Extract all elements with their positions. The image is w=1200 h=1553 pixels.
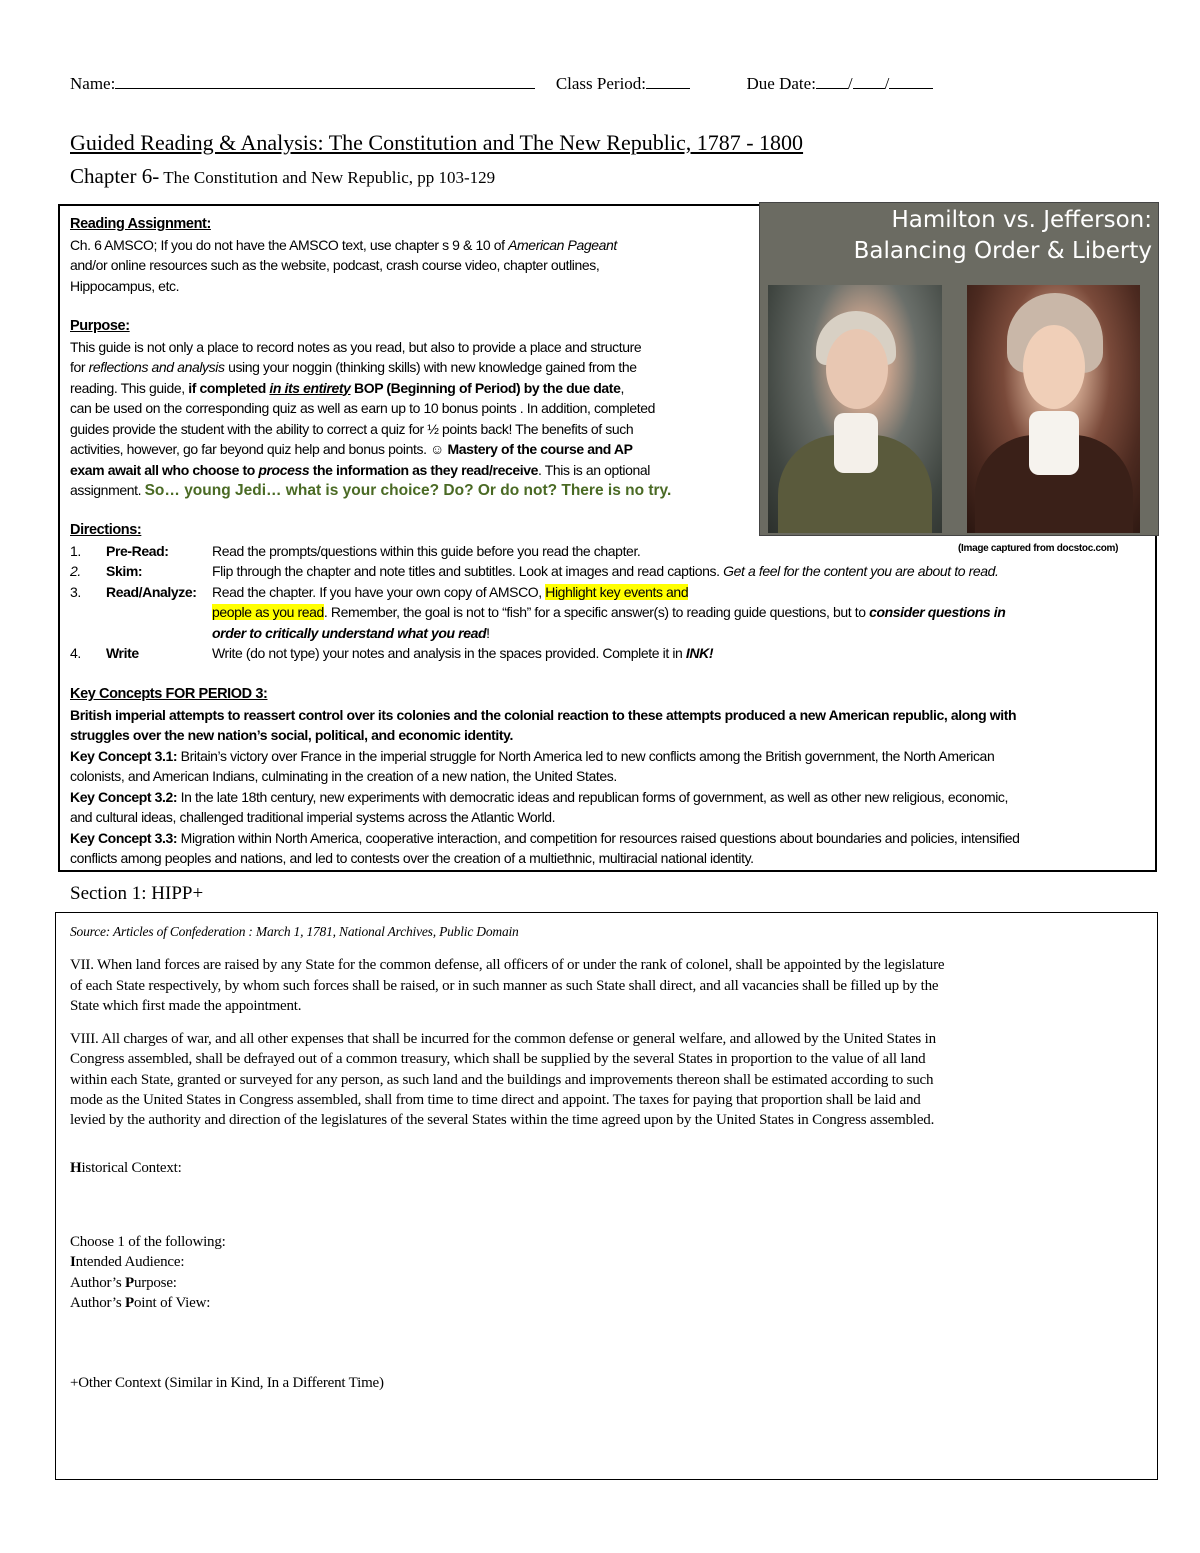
reading-assignment-heading: Reading Assignment: bbox=[70, 216, 211, 232]
image-caption: (Image captured from docstoc.com) bbox=[958, 543, 1119, 554]
date-separator: / bbox=[884, 74, 890, 93]
other-context-prompt: +Other Context (Similar in Kind, In a Different Time) bbox=[70, 1375, 384, 1392]
key-concepts-heading: Key Concepts FOR PERIOD 3: bbox=[70, 686, 268, 702]
due-day-blank[interactable] bbox=[853, 74, 885, 89]
section-1-title: Section 1: HIPP+ bbox=[70, 883, 204, 904]
article-viii-line: levied by the authority and direction of the legislatures of the several States within the time agreed upon by the United States in Congress assembled. bbox=[70, 1112, 935, 1129]
purpose-line: can be used on the corresponding quiz as well as earn up to 10 bonus points . In addition, completed bbox=[70, 400, 655, 416]
choose-prompt: Choose 1 of the following: bbox=[70, 1233, 226, 1250]
key-concepts-intro: British imperial attempts to reassert control over its colonies and the colonial reaction to these attempts produced a new American republic, along with bbox=[70, 706, 1017, 723]
reading-text: Hippocampus, etc. bbox=[70, 277, 180, 294]
page-title: Guided Reading & Analysis: The Constitution and The New Republic, 1787 - 1800 bbox=[70, 130, 804, 155]
purpose-line: assignment. So… young Jedi… what is your choice? Do? Or do not? There is no try. bbox=[70, 482, 672, 499]
directions-section bbox=[70, 520, 1150, 664]
key-concept-3-1: Key Concept 3.1: Britain’s victory over France in the imperial struggle for North America led to new conflicts among the British government, the North American bbox=[70, 747, 995, 764]
reading-assignment bbox=[70, 214, 750, 296]
article-viii-line: mode as the United States in Congress assembled, shall from time to time direct and appoint. The taxes for paying that proportion shall be laid and bbox=[70, 1092, 921, 1109]
hero-title bbox=[854, 205, 1152, 267]
source-citation: Source: Articles of Confederation : March 1, 1781, National Archives, Public Domain bbox=[70, 924, 519, 939]
name-label: Name: bbox=[70, 74, 116, 93]
jefferson-portrait bbox=[967, 285, 1140, 533]
hero-title-line2: Balancing Order & Liberty bbox=[853, 238, 1152, 264]
purpose-line: reading. This guide, if completed in its entirety BOP (Beginning of Period) by the due date, bbox=[70, 379, 624, 396]
authors-purpose-prompt: Author’s Purpose: bbox=[70, 1274, 177, 1291]
highlighted-text: people as you read bbox=[212, 604, 324, 620]
key-concept-3-3-cont: conflicts among peoples and nations, and led to contests over the creation of a multiethnic, multiracial national identity. bbox=[70, 850, 754, 866]
reading-text: Ch. 6 AMSCO; If you do not have the AMSCO text, use chapter s 9 & 10 of bbox=[70, 236, 509, 253]
purpose-line: exam await all who choose to process the information as they read/receive. This is an optional bbox=[70, 461, 650, 478]
reading-text-em: American Pageant bbox=[508, 236, 617, 253]
date-separator: / bbox=[847, 74, 853, 93]
chapter-subtitle: The Constitution and New Republic, pp 103-129 bbox=[163, 168, 496, 187]
direction-item: 1. Pre-Read: Read the prompts/questions within this guide before you read the chapter. bbox=[70, 542, 641, 559]
key-concepts-intro: struggles over the new nation’s social, political, and economic identity. bbox=[70, 727, 514, 743]
key-concept-3-3: Key Concept 3.3: Migration within North America, cooperative interaction, and competition for resources raised questions about boundaries and policies, intensified bbox=[70, 829, 1020, 846]
hero-title-line1: Hamilton vs. Jefferson: bbox=[891, 207, 1152, 233]
header-fields bbox=[70, 74, 933, 94]
jedi-quote: So… young Jedi… what is your choice? Do? Or do not? There is no try. bbox=[144, 482, 672, 499]
direction-item-continued: people as you read. Remember, the goal is not to “fish” for a specific answer(s) to reading guide questions, but to consider questions in bbox=[212, 604, 1006, 620]
key-concept-3-1-cont: colonists, and American Indians, culminating in the creation of a new nation, the United States. bbox=[70, 768, 617, 784]
purpose-line: guides provide the student with the ability to correct a quiz for ½ points back! The benefits of such bbox=[70, 420, 634, 437]
highlighted-text: Highlight key events and bbox=[545, 583, 689, 600]
hamilton-portrait bbox=[768, 285, 942, 533]
direction-item: 2. Skim: Flip through the chapter and note titles and subtitles. Look at images and read captions. Get a feel for the content you are about to read. bbox=[70, 563, 999, 579]
due-month-blank[interactable] bbox=[816, 74, 848, 89]
name-blank[interactable] bbox=[115, 74, 535, 89]
direction-item: 4. Write Write (do not type) your notes and analysis in the spaces provided. Complete it in INK! bbox=[70, 645, 714, 661]
hipp-content bbox=[70, 922, 1140, 1393]
authors-pov-prompt: Author’s Point of View: bbox=[70, 1294, 211, 1311]
purpose-heading: Purpose: bbox=[70, 318, 130, 334]
purpose-line: This guide is not only a place to record notes as you read, but also to provide a place and structure bbox=[70, 338, 642, 355]
chapter-label: Chapter 6- bbox=[70, 164, 160, 188]
purpose-line: activities, however, go far beyond quiz help and bonus points. ☺ Mastery of the course and AP bbox=[70, 441, 633, 457]
article-viii-line: Congress assembled, shall be defrayed out of a common treasury, which shall be supplied by the several States in proportion to the value of all land bbox=[70, 1051, 926, 1068]
directions-heading: Directions: bbox=[70, 522, 142, 538]
historical-context-prompt: Historical Context: bbox=[70, 1159, 182, 1176]
hamilton-jefferson-image bbox=[759, 202, 1159, 536]
purpose-section bbox=[70, 316, 770, 502]
chapter-heading bbox=[70, 164, 495, 189]
reading-text: and/or online resources such as the website, podcast, crash course video, chapter outlines, bbox=[70, 257, 600, 273]
due-date-label: Due Date: bbox=[746, 74, 816, 93]
article-vii-line: State which first made the appointment. bbox=[70, 997, 302, 1014]
key-concepts-section bbox=[70, 684, 1145, 869]
class-period-blank[interactable] bbox=[646, 74, 690, 89]
class-period-label: Class Period: bbox=[555, 74, 647, 93]
due-year-blank[interactable] bbox=[889, 74, 933, 89]
article-vii-line: VII. When land forces are raised by any State for the common defense, all officers of or under the rank of colonel, shall be appointed by the legislature bbox=[70, 957, 945, 974]
article-viii-line: within each State, granted or surveyed for any person, as such land and the buildings and improvements thereon shall be estimated according to such bbox=[70, 1071, 934, 1088]
purpose-line: for reflections and analysis using your noggin (thinking skills) with new knowledge gained from the bbox=[70, 359, 637, 375]
intended-audience-prompt: Intended Audience: bbox=[70, 1254, 185, 1271]
key-concept-3-2-cont: and cultural ideas, challenged traditional imperial systems across the Atlantic World. bbox=[70, 809, 556, 825]
direction-item: 3. Read/Analyze: Read the chapter. If you have your own copy of AMSCO, Highlight key events and bbox=[70, 583, 689, 600]
article-vii-line: of each State respectively, by whom such forces shall be raised, or in such manner as such State shall direct, and all vacancies shall be filled up by the bbox=[70, 977, 939, 994]
key-concept-3-2: Key Concept 3.2: In the late 18th century, new experiments with democratic ideas and republican forms of government, as well as other new religious, economic, bbox=[70, 788, 1009, 805]
article-viii-line: VIII. All charges of war, and all other expenses that shall be incurred for the common defense or general welfare, and allowed by the United States in bbox=[70, 1031, 936, 1048]
direction-item-continued: order to critically understand what you read! bbox=[212, 624, 490, 641]
